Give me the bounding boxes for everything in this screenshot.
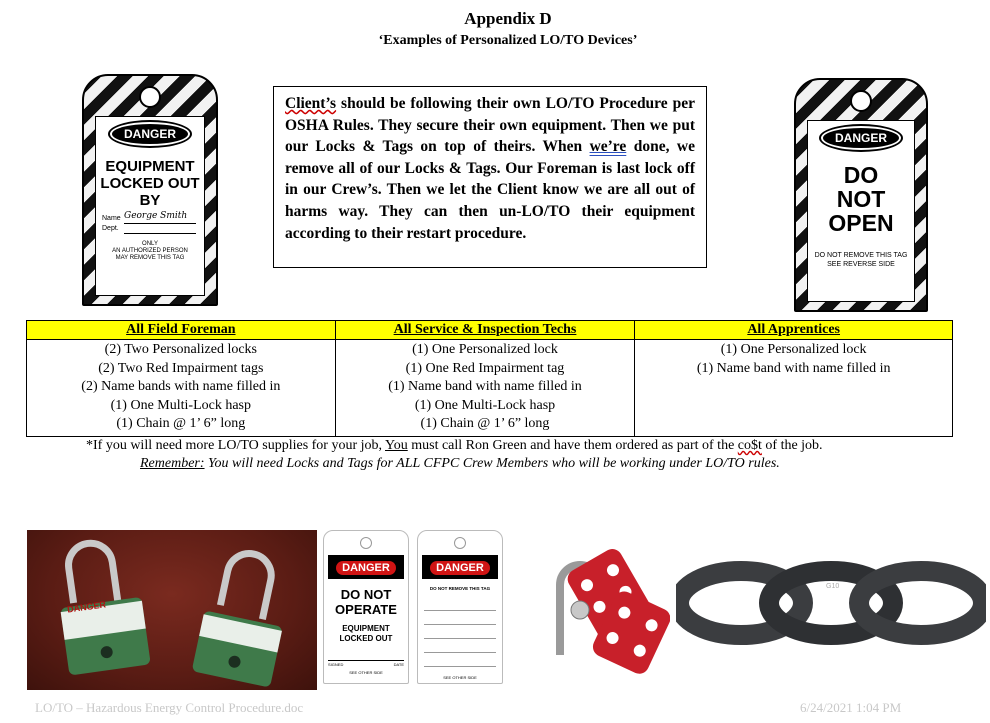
table-row [27, 340, 953, 437]
list-item: (1) Chain @ 1’ 6” long [116, 416, 246, 431]
only-line2: AN AUTHORIZED PERSON [112, 248, 188, 254]
tag-text-operate: OPERATE [335, 602, 397, 617]
signed-label: SIGNED [328, 662, 344, 667]
tag-text-open: OPEN [828, 210, 894, 236]
date-label: DATE [393, 662, 404, 667]
list-item: (1) One Multi-Lock hasp [414, 397, 556, 413]
note-you: You [385, 438, 408, 453]
list-item: (1) Chain @ 1’ 6” long [420, 416, 550, 431]
notice-box [273, 86, 707, 268]
header-apprentices: All Apprentices [635, 321, 953, 340]
equipment-locked-out-tag [82, 74, 218, 306]
tag-text-equipment: EQUIPMENT [342, 624, 390, 633]
note-cost: co$t [737, 438, 762, 453]
danger-header: DANGER [430, 561, 490, 575]
lock-label: DANGER [66, 599, 107, 615]
header-field-foreman: All Field Foreman [27, 321, 336, 340]
tag-text-do-not: DO NOT [340, 587, 392, 602]
note-text-1: *If you will need more LO/TO supplies for your job, [86, 438, 386, 453]
header-service-techs: All Service & Inspection Techs [335, 321, 635, 340]
remember-label: Remember: [140, 456, 205, 471]
danger-header: DANGER [821, 126, 901, 150]
tag-hole [850, 90, 872, 112]
name-label: Name [102, 215, 121, 222]
tag-footer-1: DO NOT REMOVE THIS TAG [814, 252, 908, 259]
tag-body [95, 116, 205, 296]
table-header-row [27, 321, 953, 340]
tag-text-do-not-remove: DO NOT REMOVE THIS TAG [429, 586, 491, 591]
only-line1: ONLY [142, 241, 158, 247]
padlocks-photo [27, 530, 317, 690]
tag-text-by: BY [139, 192, 161, 209]
tag-footer: SEE OTHER SIDE [349, 670, 383, 675]
tag-footer: SEE OTHER SIDE [443, 675, 477, 680]
do-not-open-tag [794, 78, 928, 312]
tag-footer-2: SEE REVERSE SIDE [827, 261, 895, 268]
tag-text-locked-out: LOCKED OUT [339, 634, 393, 643]
tag-text-not: NOT [836, 186, 886, 212]
danger-header: DANGER [110, 122, 190, 146]
notice-text-1: should be following their own LO/TO Procedure per OSHA Rules. They secure their own equipment. Then we put our Locks & Tags on top of theirs. When [285, 95, 695, 156]
foreman-items [27, 340, 336, 437]
chain-photo [676, 555, 986, 655]
note-text-2: must call Ron Green and have them ordered as part of the [407, 438, 738, 453]
supplies-note [86, 438, 823, 454]
footer-timestamp: 6/24/2021 1:04 PM [800, 700, 902, 715]
techs-items [335, 340, 635, 437]
note-text-3: of the job. [761, 438, 823, 453]
dept-label: Dept. [102, 225, 119, 232]
tag-text-do: DO [843, 162, 879, 188]
appendix-subtitle: ‘Examples of Personalized LO/TO Devices’ [378, 33, 638, 48]
notice-clients: Client’s [285, 95, 337, 112]
do-not-operate-tag [323, 530, 409, 684]
list-item: (1) One Personalized lock [720, 342, 867, 357]
list-item: (1) One Red Impairment tag [405, 360, 565, 376]
tag-body [807, 120, 915, 302]
lock-hasp-icon [520, 535, 670, 675]
notice-text-2: done, we remove all of our Locks & Tags. Our Foreman is last lock off in our Crew’s. Then we let the Client know we are all out of harms way. They can then un-LO/TO their equipment according to their restart procedure. [285, 138, 695, 242]
list-item: (2) Two Red Impairment tags [98, 360, 264, 376]
tag-hole [139, 86, 161, 108]
danger-header: DANGER [336, 561, 396, 575]
notice-were: we’re [589, 138, 627, 156]
signature: George Smith [124, 211, 188, 221]
tag-text-equipment: EQUIPMENT [105, 158, 195, 175]
footer-filename: LO/TO – Hazardous Energy Control Procedure.doc [35, 700, 304, 715]
appendix-title: Appendix D [464, 9, 552, 28]
remember-text: You will need Locks and Tags for ALL CFPC Crew Members who will be working under LO/TO rules. [204, 456, 780, 471]
list-item: (1) One Multi-Lock hasp [110, 397, 251, 413]
do-not-remove-tag [417, 530, 503, 684]
list-item: (1) Name band with name filled in [696, 360, 891, 376]
requirements-table [26, 320, 953, 437]
list-item: (2) Two Personalized locks [104, 342, 257, 357]
chain-icon [676, 555, 986, 655]
chain-mark: G10 [826, 583, 840, 590]
list-item: (1) Name band with name filled in [388, 379, 582, 394]
remember-note [140, 456, 780, 472]
list-item: (1) One Personalized lock [412, 342, 558, 357]
apprentices-items [635, 340, 953, 437]
tag-text-locked-out: LOCKED OUT [100, 175, 200, 192]
only-line3: MAY REMOVE THIS TAG [115, 255, 185, 261]
list-item: (2) Name bands with name filled in [81, 379, 281, 394]
